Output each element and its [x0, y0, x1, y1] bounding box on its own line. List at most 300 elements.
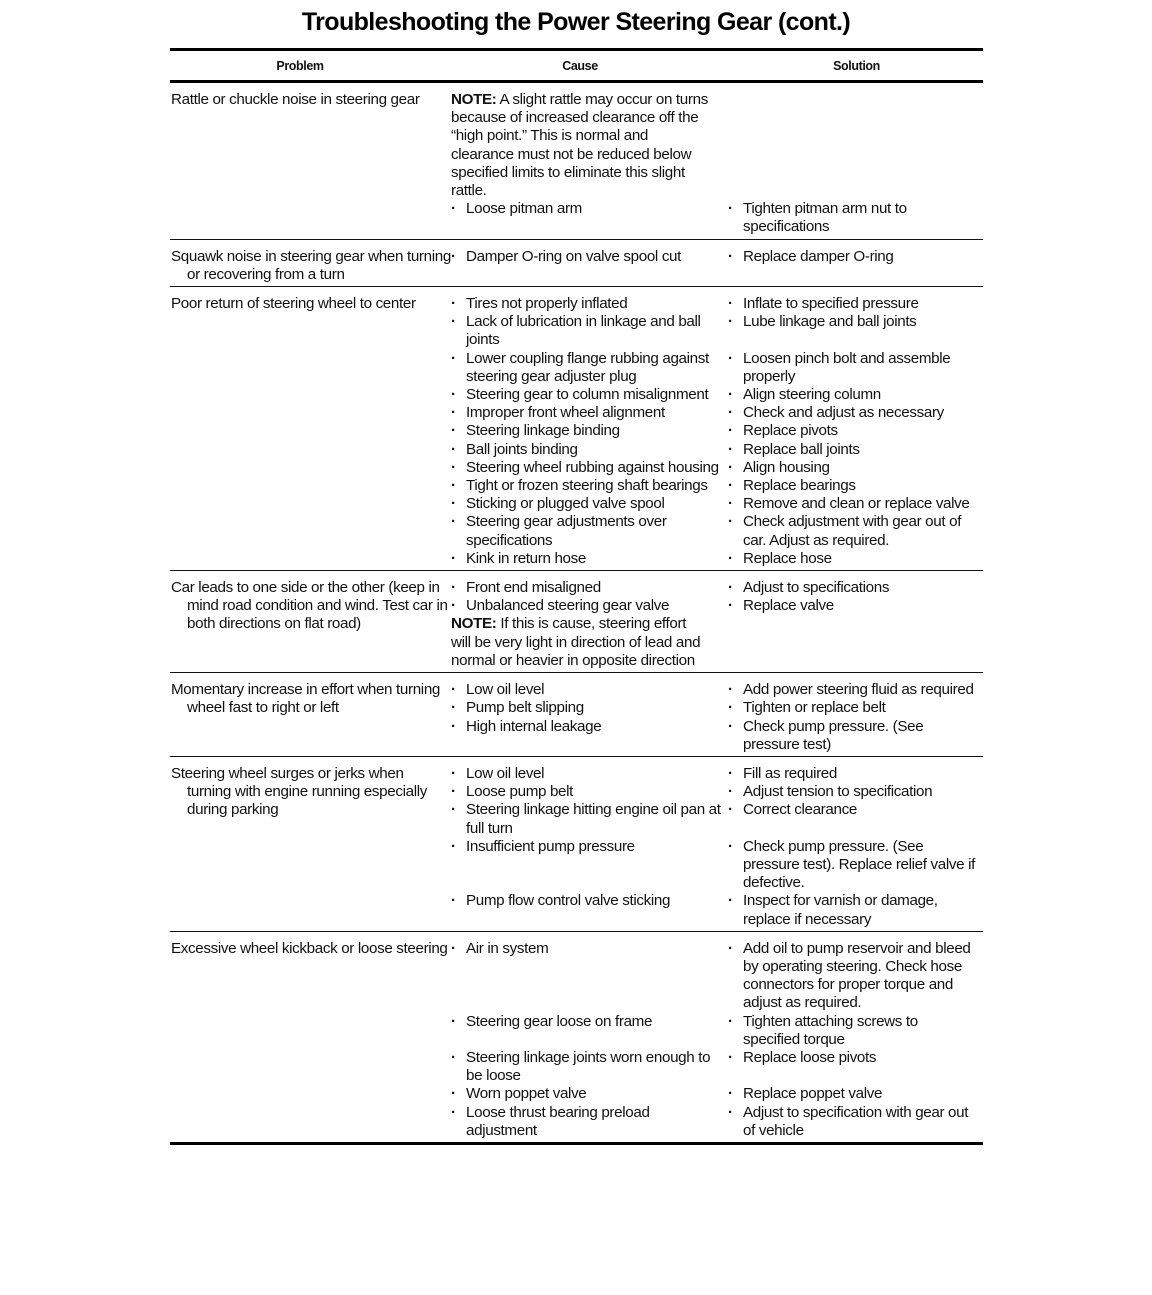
bullet-icon: ·: [451, 349, 456, 367]
table-row-content: [170, 248, 983, 284]
bullet-icon: ·: [451, 597, 456, 615]
problem-cell: [170, 765, 451, 929]
cause-item-label: Unbalanced steering gear valve: [466, 597, 670, 615]
problem-text: Rattle or chuckle noise in steering gear: [171, 91, 420, 108]
cause-item: [451, 597, 728, 615]
cause-item-label: Worn poppet valve: [466, 1085, 587, 1103]
table-row-content: [170, 765, 983, 929]
problem-cell: [170, 579, 451, 670]
solution-item-text: [728, 940, 977, 1013]
solution-item-label: Replace poppet valve: [743, 1085, 883, 1103]
cause-item-text: [451, 1104, 722, 1140]
solution-item-text: [728, 350, 977, 386]
bullet-icon: ·: [451, 764, 456, 782]
bullet-icon: ·: [728, 247, 733, 265]
solution-cell: [728, 477, 983, 495]
cause-item-text: [451, 1049, 722, 1085]
bullet-icon: ·: [451, 892, 456, 910]
cause-cell: [451, 699, 728, 717]
table-row: [170, 757, 983, 932]
solution-item-text: [728, 1085, 977, 1103]
cause-item-label: Insufficient pump pressure: [466, 837, 635, 855]
cause-item-text: [451, 313, 722, 349]
solution-item-text: [728, 386, 977, 404]
cause-cell: [451, 1104, 728, 1140]
problem-cell: [170, 681, 451, 754]
solution-cell: [728, 422, 983, 440]
cause-item-text: [451, 838, 722, 856]
cause-item-text: [451, 579, 722, 597]
cause-note-row: [451, 615, 983, 670]
bullet-icon: ·: [728, 597, 733, 615]
solution-empty-cell: [728, 615, 983, 670]
solution-cell: [728, 718, 983, 754]
cause-solution-pair: [451, 1104, 983, 1140]
bullet-icon: ·: [451, 495, 456, 513]
bullet-icon: ·: [728, 313, 733, 331]
problem-cell: [170, 248, 451, 284]
cause-item-text: [451, 1013, 722, 1031]
solution-item-text: [728, 404, 977, 422]
cause-item-text: [451, 404, 722, 422]
bullet-icon: ·: [451, 295, 456, 313]
cause-item-label: Steering wheel rubbing against housing: [466, 458, 719, 476]
solution-item-label: Inflate to specified pressure: [743, 295, 919, 313]
solution-item: [728, 801, 983, 819]
note-label: NOTE:: [451, 615, 497, 633]
solution-item-label: Replace valve: [743, 597, 834, 615]
table-row: [170, 673, 983, 757]
cause-item: [451, 718, 728, 736]
solution-cell: [728, 699, 983, 717]
bullet-icon: ·: [451, 313, 456, 331]
cause-cell: [451, 681, 728, 699]
cause-solution-pair: [451, 422, 983, 440]
bullet-icon: ·: [451, 699, 456, 717]
cause-solution-pair: [451, 1085, 983, 1103]
cause-solution-pairs: [451, 940, 983, 1140]
cause-solution-pair: [451, 313, 983, 349]
cause-item: [451, 200, 728, 218]
table-row-content: [170, 295, 983, 568]
cause-cell: [451, 838, 728, 893]
cause-cell: [451, 550, 728, 568]
bullet-icon: ·: [451, 422, 456, 440]
cause-solution-pairs: [451, 248, 983, 284]
cause-item-text: [451, 477, 722, 495]
cause-item: [451, 295, 728, 313]
solution-item: [728, 350, 983, 386]
table-row: [170, 287, 983, 571]
bullet-icon: ·: [451, 681, 456, 699]
solution-item-label: Align housing: [743, 458, 830, 476]
solution-item-label: Replace loose pivots: [743, 1048, 877, 1066]
bullet-icon: ·: [451, 579, 456, 597]
cause-solution-pair: [451, 892, 983, 928]
bullet-icon: ·: [728, 477, 733, 495]
bullet-icon: ·: [728, 801, 733, 819]
solution-item-text: [728, 550, 977, 568]
cause-cell: [451, 597, 728, 615]
solution-cell: [728, 597, 983, 615]
cause-solution-pair: [451, 579, 983, 597]
bullet-icon: ·: [451, 440, 456, 458]
cause-item: [451, 940, 728, 958]
solution-item: [728, 248, 983, 266]
solution-item-text: [728, 1013, 977, 1049]
cause-item-label: Steering linkage binding: [466, 422, 620, 440]
solution-item-label: Tighten pitman arm nut to specifications: [743, 200, 907, 236]
solution-item-text: [728, 892, 977, 928]
solution-cell: [728, 295, 983, 313]
table-header: [170, 51, 983, 80]
cause-cell: [451, 718, 728, 754]
solution-item-text: [728, 459, 977, 477]
solution-item-label: Adjust to specification with gear out of vehicle: [743, 1103, 969, 1139]
solution-item: [728, 441, 983, 459]
cause-item-label: Kink in return hose: [466, 549, 586, 567]
cause-item-text: [451, 718, 722, 736]
cause-solution-pair: [451, 495, 983, 513]
solution-item: [728, 550, 983, 568]
cause-solution-pair: [451, 838, 983, 893]
cause-note: [451, 91, 728, 200]
solution-cell: [728, 1104, 983, 1140]
cause-item-label: Front end misaligned: [466, 579, 601, 597]
solution-item: [728, 295, 983, 313]
cause-item: [451, 1049, 728, 1085]
cause-solution-pair: [451, 513, 983, 549]
solution-item-label: Check and adjust as necessary: [743, 404, 944, 422]
bullet-icon: ·: [451, 717, 456, 735]
cause-solution-pair: [451, 783, 983, 801]
solution-cell: [728, 386, 983, 404]
bullet-icon: ·: [728, 1012, 733, 1030]
solution-cell: [728, 1049, 983, 1085]
solution-item: [728, 200, 983, 236]
bullet-icon: ·: [451, 1103, 456, 1121]
cause-solution-pair: [451, 681, 983, 699]
cause-solution-pair: [451, 699, 983, 717]
table-row: [170, 83, 983, 240]
problem-text: Squawk noise in steering gear when turning or recovering from a turn: [171, 247, 451, 283]
problem-text: Excessive wheel kickback or loose steering: [171, 939, 448, 957]
cause-item-text: [451, 550, 722, 568]
cause-solution-pair: [451, 550, 983, 568]
bullet-icon: ·: [451, 404, 456, 422]
bullet-icon: ·: [728, 699, 733, 717]
cause-item-text: [451, 801, 722, 837]
solution-cell: [728, 783, 983, 801]
solution-item-label: Inspect for varnish or damage, replace if necessary: [743, 892, 938, 928]
cause-solution-pair: [451, 441, 983, 459]
cause-cell: [451, 1013, 728, 1049]
cause-item-label: Pump belt slipping: [466, 699, 584, 717]
cause-item-label: High internal leakage: [466, 717, 602, 735]
cause-item: [451, 404, 728, 422]
problem-text: Poor return of steering wheel to center: [171, 295, 416, 313]
cause-item: [451, 350, 728, 386]
solution-cell: [728, 1013, 983, 1049]
cause-note: [451, 615, 728, 670]
solution-item-label: Replace ball joints: [743, 440, 860, 458]
solution-item: [728, 313, 983, 331]
note-body: A slight rattle may occur on turns because of increased clearance off the “high point.” This is normal and clearance must not be reduced below specified limits to eliminate this slight rattle.: [451, 91, 708, 200]
solution-item-text: [728, 699, 977, 717]
solution-item-text: [728, 718, 977, 754]
column-header-solution: Solution: [833, 58, 880, 73]
cause-solution-pair: [451, 718, 983, 754]
problem-text: Car leads to one side or the other (keep in mind road condition and wind. Test car in both directions on flat road): [171, 579, 448, 633]
page-title: Troubleshooting the Power Steering Gear (cont.): [301, 8, 851, 36]
cause-item-label: Ball joints binding: [466, 440, 578, 458]
cause-solution-pair: [451, 350, 983, 386]
solution-item-text: [728, 441, 977, 459]
table-row-content: [170, 940, 983, 1140]
cause-item: [451, 550, 728, 568]
cause-item: [451, 765, 728, 783]
solution-item-label: Correct clearance: [743, 801, 857, 819]
table-row-content: [170, 91, 983, 237]
cause-solution-pair: [451, 404, 983, 422]
bullet-icon: ·: [451, 837, 456, 855]
solution-item-text: [728, 579, 977, 597]
bullet-icon: ·: [451, 386, 456, 404]
cause-item-text: [451, 248, 722, 266]
solution-cell: [728, 200, 983, 236]
cause-item: [451, 699, 728, 717]
bullet-icon: ·: [451, 1012, 456, 1030]
solution-cell: [728, 892, 983, 928]
problem-text: Momentary increase in effort when turning wheel fast to right or left: [171, 681, 441, 717]
solution-cell: [728, 513, 983, 549]
bullet-icon: ·: [451, 801, 456, 819]
solution-item: [728, 1049, 983, 1067]
solution-item-label: Add oil to pump reservoir and bleed by operating steering. Check hose connectors for proper torque and adjust as required.: [743, 939, 971, 1012]
cause-solution-pair: [451, 765, 983, 783]
solution-item: [728, 940, 983, 1013]
cause-item: [451, 681, 728, 699]
solution-item-text: [728, 765, 977, 783]
solution-item: [728, 513, 983, 549]
solution-item: [728, 1104, 983, 1140]
solution-item-label: Replace hose: [743, 549, 832, 567]
bullet-icon: ·: [728, 349, 733, 367]
table-row-content: [170, 579, 983, 670]
solution-item-label: Replace bearings: [743, 477, 856, 495]
cause-item-label: Loose pump belt: [466, 783, 574, 801]
bullet-icon: ·: [728, 1048, 733, 1066]
cause-item-label: Steering gear to column misalignment: [466, 386, 709, 404]
note-label: NOTE:: [451, 91, 497, 108]
cause-item-text: [451, 940, 722, 958]
cause-note-row: [451, 91, 983, 200]
solution-item-text: [728, 1104, 977, 1140]
cause-item-text: [451, 200, 722, 218]
cause-item: [451, 1104, 728, 1140]
cause-item: [451, 801, 728, 837]
bullet-icon: ·: [451, 939, 456, 957]
solution-cell: [728, 681, 983, 699]
cause-item-label: Tight or frozen steering shaft bearings: [466, 477, 708, 495]
problem-cell: [170, 91, 451, 237]
cause-solution-pairs: [451, 681, 983, 754]
solution-item: [728, 495, 983, 513]
solution-item: [728, 386, 983, 404]
solution-cell: [728, 801, 983, 837]
cause-cell: [451, 940, 728, 1013]
cause-solution-pair: [451, 801, 983, 837]
cause-note-cell: [451, 91, 728, 200]
cause-item-label: Sticking or plugged valve spool: [466, 495, 665, 513]
cause-cell: [451, 441, 728, 459]
solution-item-label: Loosen pinch bolt and assemble properly: [743, 349, 951, 385]
solution-item-text: [728, 838, 977, 893]
cause-item: [451, 477, 728, 495]
cause-solution-pair: [451, 477, 983, 495]
cause-solution-pair: [451, 200, 983, 236]
cause-item-text: [451, 765, 722, 783]
solution-cell: [728, 404, 983, 422]
solution-item-label: Tighten attaching screws to specified torque: [743, 1012, 918, 1048]
bullet-icon: ·: [451, 247, 456, 265]
bullet-icon: ·: [728, 440, 733, 458]
bullet-icon: ·: [728, 837, 733, 855]
cause-item-label: Damper O-ring on valve spool cut: [466, 247, 682, 265]
cause-item: [451, 495, 728, 513]
solution-item: [728, 579, 983, 597]
bullet-icon: ·: [728, 1103, 733, 1121]
bullet-icon: ·: [728, 892, 733, 910]
solution-item-text: [728, 295, 977, 313]
cause-item-label: Pump flow control valve sticking: [466, 892, 671, 910]
bullet-icon: ·: [728, 579, 733, 597]
cause-item-text: [451, 422, 722, 440]
cause-item-text: [451, 386, 722, 404]
cause-cell: [451, 495, 728, 513]
solution-item: [728, 699, 983, 717]
solution-cell: [728, 550, 983, 568]
solution-empty-cell: [728, 91, 983, 200]
bullet-icon: ·: [451, 1048, 456, 1066]
solution-cell: [728, 313, 983, 349]
cause-note-cell: [451, 615, 728, 670]
cause-item-label: Steering gear loose on frame: [466, 1012, 653, 1030]
solution-item-label: Check pump pressure. (See pressure test): [743, 717, 924, 753]
solution-item-label: Check pump pressure. (See pressure test). Replace relief valve if defective.: [743, 837, 975, 892]
cause-item-label: Lower coupling flange rubbing against steering gear adjuster plug: [466, 349, 709, 385]
cause-cell: [451, 477, 728, 495]
cause-solution-pair: [451, 1049, 983, 1085]
cause-solution-pair: [451, 459, 983, 477]
cause-item: [451, 892, 728, 910]
cause-cell: [451, 295, 728, 313]
solution-item: [728, 892, 983, 928]
cause-item: [451, 1013, 728, 1031]
solution-cell: [728, 940, 983, 1013]
cause-solution-pair: [451, 597, 983, 615]
cause-cell: [451, 386, 728, 404]
bullet-icon: ·: [728, 513, 733, 531]
cause-cell: [451, 404, 728, 422]
cause-item-text: [451, 597, 722, 615]
solution-item-text: [728, 1049, 977, 1067]
solution-item: [728, 681, 983, 699]
solution-cell: [728, 579, 983, 597]
cause-item-label: Tires not properly inflated: [466, 295, 628, 313]
cause-cell: [451, 783, 728, 801]
cause-item: [451, 313, 728, 349]
cause-item-text: [451, 1085, 722, 1103]
bullet-icon: ·: [451, 783, 456, 801]
cause-item: [451, 1085, 728, 1103]
solution-cell: [728, 495, 983, 513]
bullet-icon: ·: [728, 764, 733, 782]
bullet-icon: ·: [728, 422, 733, 440]
table-row: [170, 571, 983, 673]
solution-item-text: [728, 248, 977, 266]
solution-item-label: Remove and clean or replace valve: [743, 495, 970, 513]
solution-item: [728, 597, 983, 615]
cause-cell: [451, 1085, 728, 1103]
cause-item-label: Loose thrust bearing preload adjustment: [466, 1103, 650, 1139]
bullet-icon: ·: [451, 477, 456, 495]
solution-item: [728, 459, 983, 477]
bullet-icon: ·: [728, 200, 733, 218]
cause-item-text: [451, 699, 722, 717]
bullet-icon: ·: [728, 458, 733, 476]
solution-item: [728, 1013, 983, 1049]
cause-item-text: [451, 295, 722, 313]
solution-cell: [728, 248, 983, 266]
cause-item-label: Loose pitman arm: [466, 200, 582, 218]
cause-solution-pairs: [451, 579, 983, 670]
cause-item-text: [451, 681, 722, 699]
column-header-cause: Cause: [562, 58, 598, 73]
cause-cell: [451, 422, 728, 440]
cause-cell: [451, 459, 728, 477]
cause-item: [451, 459, 728, 477]
solution-cell: [728, 441, 983, 459]
solution-item-text: [728, 495, 977, 513]
bullet-icon: ·: [451, 458, 456, 476]
solution-item-label: Replace pivots: [743, 422, 838, 440]
bullet-icon: ·: [451, 549, 456, 567]
solution-item: [728, 404, 983, 422]
cause-item: [451, 838, 728, 856]
bullet-icon: ·: [451, 1085, 456, 1103]
solution-cell: [728, 838, 983, 893]
cause-solution-pair: [451, 1013, 983, 1049]
cause-item: [451, 386, 728, 404]
solution-item-text: [728, 513, 977, 549]
solution-item: [728, 477, 983, 495]
cause-item: [451, 422, 728, 440]
solution-item: [728, 783, 983, 801]
cause-item-text: [451, 892, 722, 910]
cause-cell: [451, 313, 728, 349]
solution-item-label: Lube linkage and ball joints: [743, 313, 917, 331]
cause-cell: [451, 801, 728, 837]
solution-item-text: [728, 313, 977, 331]
bullet-icon: ·: [451, 513, 456, 531]
cause-cell: [451, 350, 728, 386]
cause-item-text: [451, 350, 722, 386]
troubleshooting-table: [170, 48, 983, 1145]
solution-item: [728, 718, 983, 754]
problem-cell: [170, 940, 451, 1140]
cause-solution-pair: [451, 295, 983, 313]
